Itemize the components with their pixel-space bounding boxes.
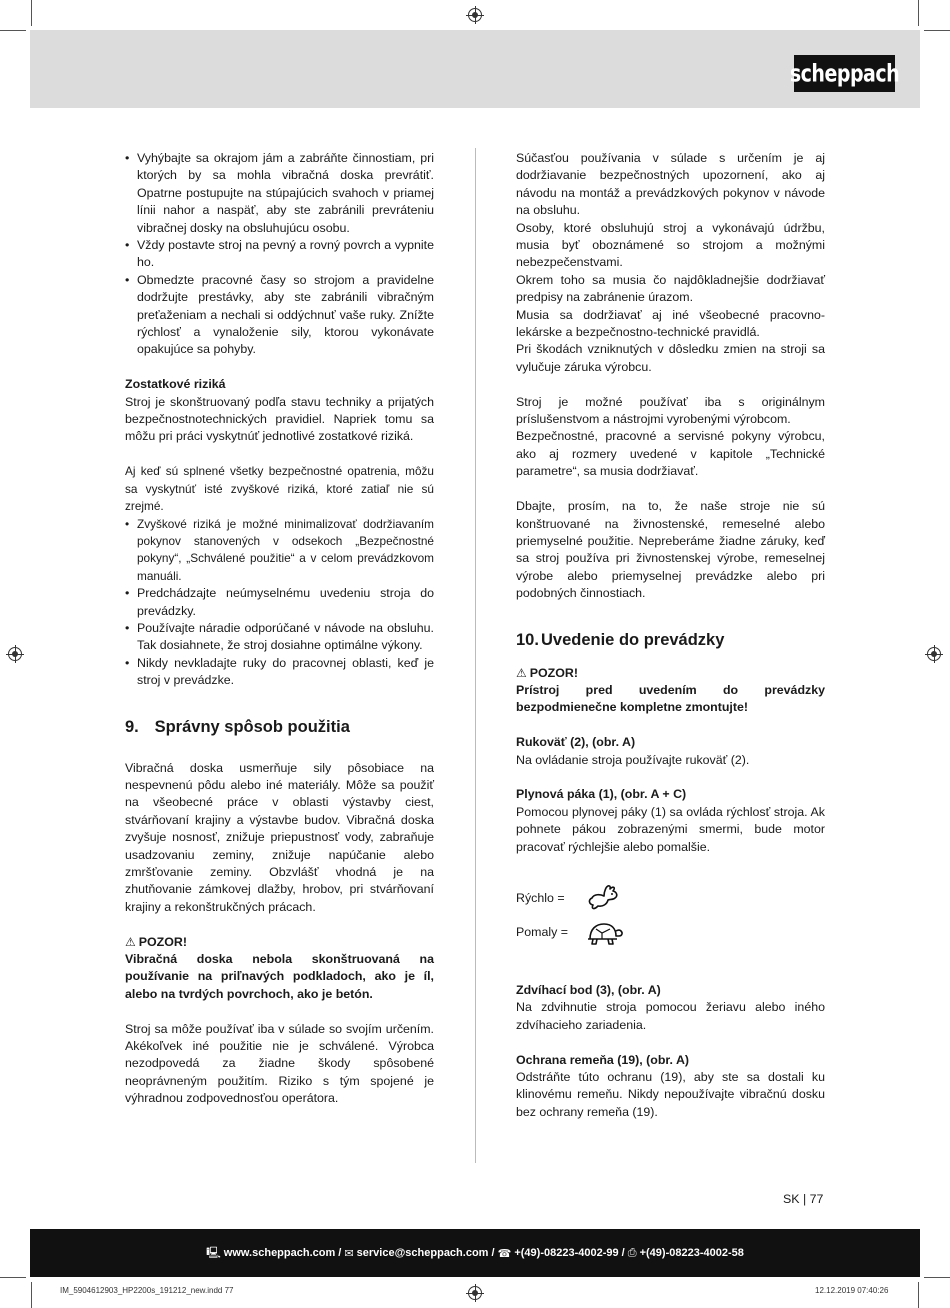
registration-mark-icon bbox=[8, 647, 22, 661]
list-item: • Nikdy nevkladajte ruky do pracovnej oblasti, keď je stroj v prevádzke. bbox=[125, 655, 434, 690]
crop-mark bbox=[0, 30, 26, 31]
speed-slow-row bbox=[516, 916, 825, 950]
paragraph: Pri škodách vzniknutých v dôsledku zmien na stroji sa vylučuje záruka výrobcu. bbox=[516, 342, 825, 374]
crop-mark bbox=[31, 1282, 32, 1308]
lift-text: Na zdvihnutie stroja pomocou žeriavu alebo iného zdvíhacieho zariadenia. bbox=[516, 1000, 825, 1032]
intended-use-text: Stroj sa môže používať iba v súlade so svojím určením. Akékoľvek iné použitie nie je schválené. Výrobca nezodpovedá za žiadne škody spôsobené neoprávneným použitím. Riziko s tým spojené je výhradnou zodpovednosťou operátora. bbox=[125, 1021, 434, 1106]
section-number: 9. bbox=[125, 717, 139, 736]
telephone-icon: ☎ bbox=[497, 1247, 512, 1260]
list-item: • Vždy postavte stroj na pevný a rovný povrch a vypnite ho. bbox=[125, 237, 434, 272]
crop-mark bbox=[918, 1282, 919, 1308]
left-column bbox=[125, 150, 434, 1108]
footer-web: www.scheppach.com / bbox=[223, 1247, 342, 1259]
throttle-text: Pomocou plynovej páky (1) sa ovláda rýchlosť stroja. Ak pohnete pákou zobrazenými smermi, bude motor pracovať rýchlejšie alebo pomalšie. bbox=[516, 804, 825, 854]
warning-label: ⚠ POZOR! bbox=[125, 934, 187, 949]
slow-label: Pomaly = bbox=[516, 925, 568, 940]
paragraph: Osoby, ktoré obsluhujú stroj a vykonávajú údržbu, musia byť oboznámené so strojom a možnými nebezpečenstvami. bbox=[516, 220, 825, 270]
belt-heading: Ochrana remeňa (19), (obr. A) bbox=[516, 1052, 690, 1067]
paragraph: Musia sa dodržiavať aj iné všeobecné pracovno-lekárske a bezpečnostno-technické pravidlá. bbox=[516, 307, 825, 340]
list-item: • Obmedzte pracovné časy so strojom a pravidelne dodržujte prestávky, aby ste zabránili vibračným preťaženiam a nechali si oddýchnuť vaše ruky. Znížte rýchlosť a vynaloženie sily, ktorou vykonávate opakujúce sa pohyby. bbox=[125, 272, 434, 359]
section-number: 10. bbox=[516, 630, 539, 649]
crop-mark bbox=[0, 1277, 26, 1278]
warning-triangle-icon: ⚠ bbox=[516, 665, 527, 680]
warning-text: Prístroj pred uvedením do prevádzky bezpodmienečne kompletne zmontujte! bbox=[516, 682, 825, 715]
section-9-heading bbox=[125, 716, 434, 738]
header-band bbox=[30, 30, 920, 108]
envelope-icon: ✉ bbox=[344, 1247, 354, 1260]
registration-mark-icon bbox=[927, 647, 941, 661]
handle-heading: Rukoväť (2), (obr. A) bbox=[516, 735, 636, 750]
list-item: • Vyhýbajte sa okrajom jám a zabráňte činnostiam, pri ktorých by sa mohla vibračná doska prevrátiť. Opatrne postupujte na stúpajúcich svahoch v priamej línii nahor a naspäť, aby ste zabránili prevráteniu vibračnej dosky na obsluhujúcu osobu. bbox=[125, 150, 434, 237]
fax-icon: ⎙ bbox=[627, 1246, 637, 1259]
warning-label: ⚠ POZOR! bbox=[516, 665, 578, 680]
list-item: • Predchádzajte neúmyselnému uvedeniu stroja do prevádzky. bbox=[125, 585, 434, 620]
belt-text: Odstráňte túto ochranu (19), aby ste sa dostali ku klinovému remeňu. Nikdy nepoužívajte vibračnú dosku bez ochrany remeňa (19). bbox=[516, 1069, 825, 1119]
paragraph: Stroj je možné používať iba s originálnym príslušenstvom a nástrojmi vyrobenými výrobcom. bbox=[516, 394, 825, 427]
paragraph: Bezpečnostné, pracovné a servisné pokyny výrobcu, ako aj rozmery uvedené v kapitole „Technické parametre“, sa musia dodržiavať. bbox=[516, 429, 825, 479]
section-title: Uvedenie do prevádzky bbox=[541, 630, 725, 649]
section-9-text: Vibračná doska usmerňuje sily pôsobiace na nespevnenú pôdu alebo iné materiály. Môže sa použiť na všeobecné práce v oblasti výstavby ciest, stvárňovaní krajiny a výstavbe budov. Vibračná doska zvyšuje nosnosť, znižuje priepustnosť vody, zabraňuje usadzovaniu zeminy, znižuje napúčanie alebo zmršťovanie zeminy. Obzvlášť vhodná je na zhutňovanie zámkovej dlažby, hrobov, pri stvárňovaní krajiny a rekonštrukčných prácach. bbox=[125, 760, 434, 914]
print-slug-file: IM_5904612903_HP2200s_191212_new.indd 77 bbox=[60, 1286, 234, 1295]
handle-text: Na ovládanie stroja používajte rukoväť (2). bbox=[516, 752, 750, 767]
brand-logo: scheppach bbox=[794, 55, 895, 92]
speed-fast-row bbox=[516, 882, 825, 916]
right-column bbox=[516, 150, 825, 1121]
registration-mark-icon bbox=[468, 8, 482, 22]
print-slug-date: 12.12.2019 07:40:26 bbox=[815, 1286, 889, 1295]
residual-risks-text: Stroj je skonštruovaný podľa stavu techniky a prijatých bezpečnostnotechnických pravidiel. Napriek tomu sa môžu pri práci vyskytnúť jednotlivé zostatkové riziká. bbox=[125, 394, 434, 444]
fast-label: Rýchlo = bbox=[516, 891, 565, 906]
computer-icon: 🖳 bbox=[206, 1246, 221, 1259]
crop-mark bbox=[924, 1277, 950, 1278]
throttle-heading: Plynová páka (1), (obr. A + C) bbox=[516, 787, 687, 802]
warning-text: Vibračná doska nebola skonštruovaná na používanie na priľnavých podkladoch, ako je íl, alebo na tvrdých povrchoch, ako je betón. bbox=[125, 952, 434, 1001]
footer-band bbox=[30, 1229, 920, 1277]
footer-email: service@scheppach.com / bbox=[356, 1247, 495, 1259]
lift-heading: Zdvíhací bod (3), (obr. A) bbox=[516, 982, 661, 997]
bullet-list bbox=[125, 516, 434, 690]
turtle-icon bbox=[586, 919, 624, 947]
residual-risks-heading: Zostatkové riziká bbox=[125, 377, 226, 392]
section-title: Správny spôsob použitia bbox=[154, 717, 350, 736]
paragraph: Dbajte, prosím, na to, že naše stroje nie sú konštruované na živnostenské, remeselné alebo priemyselné použitie. Nepreberáme žiadne záruky, keď sa stroj používa pri živnostenskej výrobe, remeselnej výrobe alebo priemyselnej prevádzke alebo pri podobných činnostiach. bbox=[516, 499, 825, 601]
crop-mark bbox=[918, 0, 919, 26]
bullet-list bbox=[125, 150, 434, 359]
section-10-heading bbox=[516, 629, 825, 651]
crop-mark bbox=[31, 0, 32, 26]
column-divider bbox=[475, 148, 476, 1163]
registration-mark-icon bbox=[468, 1286, 482, 1300]
paragraph: Okrem toho sa musia čo najdôkladnejšie dodržiavať predpisy na zabránenie úrazom. bbox=[516, 272, 825, 305]
paragraph: Súčasťou používania v súlade s určením je aj dodržiavanie bezpečnostných upozornení, ako aj návodu na montáž a prevádzkových pokynov v návode na obsluhu. bbox=[516, 151, 825, 218]
crop-mark bbox=[924, 30, 950, 31]
footer-phone: +(49)-08223-4002-99 / bbox=[514, 1247, 625, 1259]
residual-risks-text-2: Aj keď sú splnené všetky bezpečnostné opatrenia, môžu sa vyskytnúť isté zvyškové riziká, ktoré zatiaľ nie sú zrejmé. bbox=[125, 464, 434, 514]
footer-fax: +(49)-08223-4002-58 bbox=[639, 1247, 744, 1259]
rabbit-icon bbox=[586, 884, 620, 914]
page-number: SK | 77 bbox=[783, 1192, 824, 1206]
warning-triangle-icon: ⚠ bbox=[125, 934, 136, 949]
list-item: • Zvyškové riziká je možné minimalizovať dodržiavaním pokynov stanovených v odsekoch „Bezpečnostné pokyny“, „Schválené použitie“ a v celom prevádzkovom manuáli. bbox=[125, 516, 434, 586]
list-item: • Používajte náradie odporúčané v návode na obsluhu. Tak dosiahnete, že stroj dosiahne optimálne výkony. bbox=[125, 620, 434, 655]
